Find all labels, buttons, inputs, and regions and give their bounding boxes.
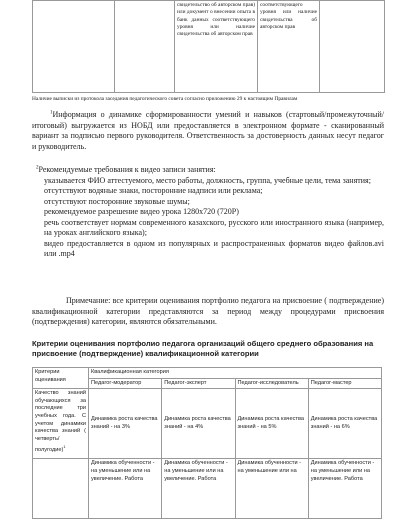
table-cell: Динамика роста качества знаний - на 4% <box>162 389 235 459</box>
table-cell: Динамика роста качества знаний - на 3% <box>89 389 162 459</box>
category-moderator: Педагог-модератор <box>89 378 162 389</box>
category-expert: Педагог-эксперт <box>162 378 235 389</box>
category-master: Педагог-мастер <box>308 378 381 389</box>
header-criteria: Критерии оценивания <box>33 368 89 389</box>
table-cell: Динамика обученности - на уменьшение или на увеличение. Работа <box>89 459 162 519</box>
header-category: Квалификационная категория <box>89 368 382 379</box>
table-cell: Динамика роста качества знаний - на 5% <box>235 389 308 459</box>
table-cell: Динамика обученности - на уменьшение или на <box>235 459 308 519</box>
remark-paragraph: Примечание: все критерии оценивания портфолио педагога на присвоение ( подтверждение) квалификационной категории представляются за период между процедурами присвоения (подтверждения) категории, являются обязательными. <box>32 296 384 326</box>
table-row <box>33 389 382 459</box>
table-cell <box>115 1 175 93</box>
footnote-mark: 1 <box>50 110 53 116</box>
table-cell: Динамика обученности - на уменьшение или на увеличение. Работа <box>162 459 235 519</box>
list-item: речь соответствует нормам современного казахского, русского или иностранного языка (например, на уроках английского языка); <box>44 217 384 237</box>
table-cell <box>320 1 385 93</box>
criteria-table <box>32 367 382 519</box>
footnote-2 <box>32 165 384 260</box>
table-cell: Динамика обученности - на уменьшение или на увеличение. Работа <box>308 459 381 519</box>
note-text: Наличие выписки из протокола заседания педагогического совета согласно приложению 29 к настоящим Правилам <box>32 96 298 102</box>
table-row <box>33 459 382 519</box>
table-header-row <box>33 368 382 379</box>
table-cell <box>33 1 115 93</box>
criterion-cell <box>33 459 89 519</box>
list-item: рекомендуемое разрешение видео урока 1280x720 (720P) <box>44 207 239 216</box>
footnote-heading: $^2$Рекомендуемые требования к видео записи занятия: <box>36 165 216 174</box>
table-cell: свидетельство об авторском прав) или документ о внесении опыта в банк данных соответствующего уровня или наличие свидетельства об авторском прав <box>175 1 258 93</box>
footnote-1 <box>32 110 384 152</box>
table-row <box>33 1 385 93</box>
table-cell: Динамика роста качества знаний - на 6% <box>308 389 381 459</box>
list-item: отсутствуют посторонние звуковые шумы; <box>44 196 190 206</box>
continued-criteria-table <box>32 0 385 93</box>
footnote-ref: 1 <box>63 444 66 450</box>
list-item: отсутствуют водяные знаки, посторонние надписи или реклама; <box>44 186 263 195</box>
criterion-cell: Качество знаний обучающихся за последние три учебных года. С учетом динамики качества знаний ( четверть/полугодие)$^1$ <box>33 389 89 459</box>
footnote-mark: 2 <box>36 165 39 171</box>
list-item: указывается ФИО аттестуемого, место работы, должность, группа, учебные цели, тема занятия; <box>44 175 371 185</box>
section-heading: Критерии оценивания портфолио педагога организаций общего среднего образования на присвоение (подтверждение) квалификационной категории <box>32 339 374 358</box>
table-cell: соответствующего уровня или наличие свидетельства об авторском прав <box>258 1 320 93</box>
footnote-text: Информация о динамике сформированности умений и навыков (стартовый/промежуточный/итоговый) выгружается из НОБД или предоставляется в электронном формате - сканированный вариант за подписью первого руководителя. Ответственность за достоверность данных несут педагог и руководитель. <box>32 110 384 151</box>
category-researcher: Педагог-исследователь <box>235 378 308 389</box>
list-item: видео предоставляется в одном из популярных и распространенных форматов видео файлов.avi или .mp4 <box>44 238 384 258</box>
